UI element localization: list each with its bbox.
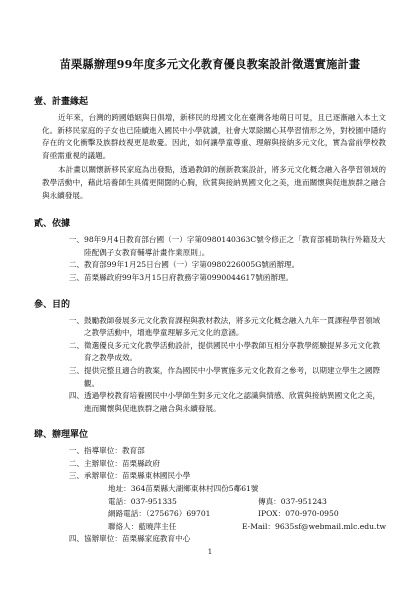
list-item: 二、 教育部99年1月25日台國（一）字第0980226005G號函辦理。 (68, 260, 300, 270)
list-item: 三、 苗栗縣政府99年3月15日府教務字第0990044617號函辦理。 (68, 272, 294, 282)
contact-phone-fax: 電話：037-951335 傳真：037-951243 (108, 496, 327, 506)
section-purpose (34, 297, 386, 416)
section-heading: 壹、計畫緣起 (34, 97, 89, 107)
section-heading: 參、目的 (34, 299, 71, 310)
list-item: 二、 徵選優良多元文化教學活動設計，提供國民中小學教師互相分享教學經驗提昇多元文化教育之教學成效。 (68, 340, 381, 363)
section-heading: 肆、辦理單位 (34, 430, 89, 441)
list-item: 一、 指導單位：教育部 (68, 446, 145, 456)
contact-netphone-ipox: 網路電話：（275676）69701 IPOX：070-970-0950 (108, 509, 339, 519)
page-number: 1 (207, 548, 213, 556)
section-heading: 貳、依據 (34, 219, 71, 230)
list-item: 一、 鼓勵教師發展多元文化教育課程與教材教法，將多元文化概念融入九年一貫課程學習領域之教學活動中，增進學童理解多元文化的意涵。 (68, 315, 381, 338)
section-organizers (34, 427, 386, 546)
paragraph: 本計畫以關懷新移民家庭為出發點，透過教師的創新教案設計，將多元文化概念融入各學習領域的教學活動中，藉此培養師生具備更開闊的心胸，欣賞與接納異國文化之美，進而關懷與促進族群之融合與永續發展。 (42, 165, 386, 200)
contact-address: 地址：364苗栗縣大湖鄉東林村四份5鄰61號 (108, 484, 259, 494)
contact-person-email: 聯絡人：藍曉萍主任 E-Mail：9635sf@webmail.mlc.edu.tw (108, 521, 386, 531)
list-item: 四、 協辦單位：苗栗縣家庭教育中心 (68, 534, 191, 544)
document-title: 苗栗縣辦理99年度多元文化教育優良教案設計徵選實施計畫 (59, 57, 361, 71)
section-basis (34, 216, 386, 284)
list-item: 三、 承辦單位：苗栗縣東林國民小學 (68, 471, 191, 481)
section-origin (34, 94, 386, 202)
paragraph: 近年來，台灣的跨國婚姻與日俱增，新移民的母國文化在臺灣各地萌日可見，且已逐漸融入本土文化。新移民家庭的子女也已陸續進入國民中小學就讀，社會大眾除關心其學習情形之外，對校園中隱約存在的文化衝擊及族群歧視更是敢憂。因此，如何讓學童尊重、理解與接納多元文化，實為當前學校教育亟需重視的議題。 (42, 113, 386, 160)
list-item: 三、 提供完整且適合的教案，作為國民中小學實施多元文化教育之參考，以期建立學生之國際觀。 (68, 365, 381, 388)
list-item: 一、 98年9月4日教育部台國（一）字第0980140363C號令修正之「教育部補助執行外籍及大陸配偶子女教育輔導計畫作業原則」。 (68, 235, 386, 257)
list-item: 四、 透過學校教育培養國民中小學師生對多元文化之認識與情感、欣賞與接納異國文化之美，進而關懷與促進族群之融合與永續發展。 (68, 391, 381, 413)
list-item: 二、 主辦單位：苗栗縣政府 (68, 458, 160, 468)
